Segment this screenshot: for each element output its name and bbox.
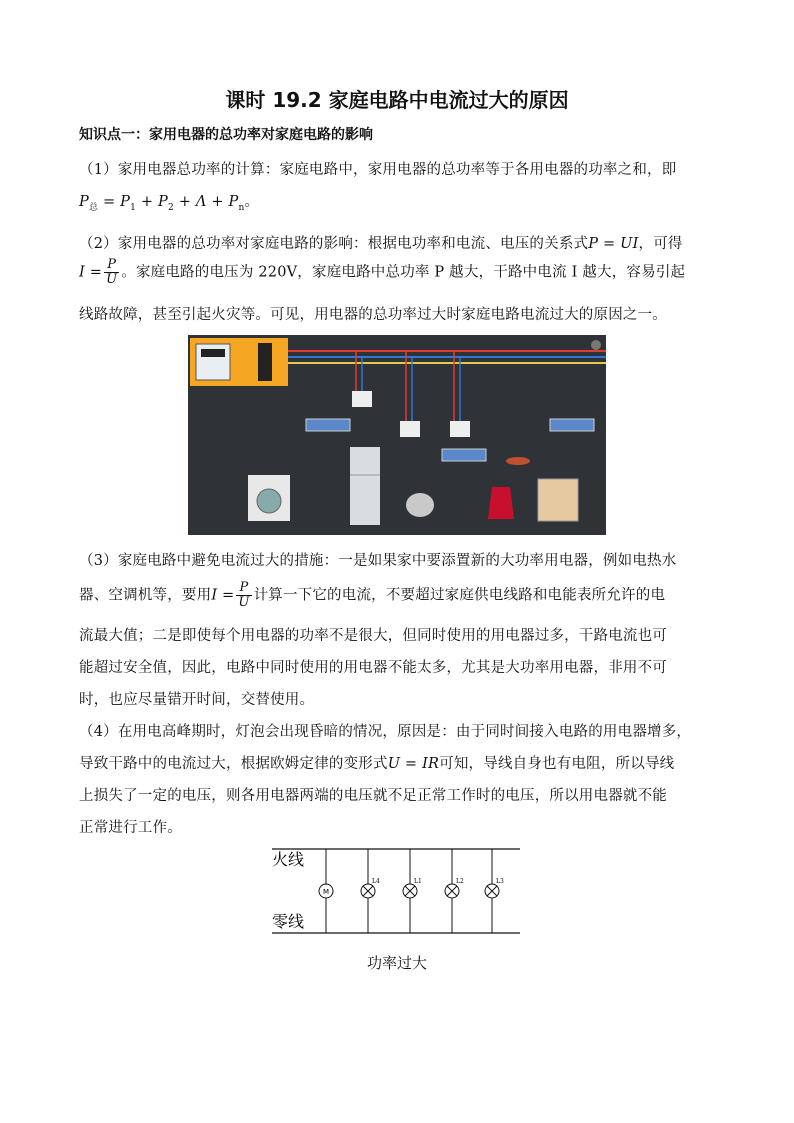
p1-line1: （1）家用电器总功率的计算：家庭电路中，家用电器的总功率等于各用电器的功率之和，即: [79, 162, 677, 178]
rice-cooker-icon: [406, 493, 434, 517]
outlet-icon: [352, 391, 372, 407]
power-strip-icon: [550, 419, 594, 431]
lamp-l2-icon: [445, 849, 464, 933]
neutral-wire-label: 零线: [272, 912, 305, 931]
page-title: 课时 19.2 家庭电路中电流过大的原因: [225, 88, 569, 112]
p3-line1: （3）家庭电路中避免电流过大的措施：一是如果家中要添置新的大功率用电器，例如电热水: [79, 553, 677, 569]
kettle-icon: [488, 487, 514, 519]
p4-line1: （4）在用电高峰期时，灯泡会出现昏暗的情况，原因是：由于同时间接入电路的用电器增多，: [79, 724, 692, 740]
refrigerator-icon: [350, 447, 380, 525]
help-icon: [591, 340, 601, 350]
fraction-p-over-u: $\frac{P}{U}$: [106, 257, 118, 287]
lamp-l4-icon: [361, 849, 380, 933]
p1-formula: $P_总 = P_1 + P_2 + \Lambda + P_n$。: [79, 194, 260, 213]
p2-line3: 线路故障，甚至引起火灾等。可见，用电器的总功率过大时家庭电路电流过大的原因之一。: [79, 307, 667, 323]
svg-text:L4: L4: [372, 878, 380, 885]
live-wire-label: 火线: [272, 850, 305, 869]
overload-circuit-diagram: [268, 843, 524, 939]
p2-line1: （2）家用电器的总功率对家庭电路的影响：根据电功率和电流、电压的关系式P = UI，可得: [79, 236, 683, 252]
p3-line5: 时，也应尽量错开时间，交替使用。: [79, 692, 315, 708]
p4-line3: 上损失了一定的电压，则各用电器两端的电压就不足正常工作时的电压，所以用电器就不能: [79, 788, 667, 804]
figure-caption: 功率过大: [366, 954, 427, 972]
p3-line2: 器、空调机等，要用I = $\frac{P}{U}$ 计算一下它的电流，不要超过家庭供电线路和电能表所允许的电: [79, 580, 666, 610]
svg-text:L2: L2: [456, 878, 464, 885]
lamp-l1-icon: [403, 849, 422, 933]
svg-text:L3: L3: [496, 878, 504, 885]
heater-icon: [538, 479, 578, 521]
p4-line2: 导致干路中的电流过大，根据欧姆定律的变形式U = IR可知，导线自身也有电阻，所以导线: [79, 756, 675, 772]
p3-line4: 能超过安全值，因此，电路中同时使用的用电器不能太多，尤其是大功率用电器，非用不可: [79, 660, 667, 676]
p2-line2: I = $\frac{P}{U}$ 。家庭电路的电压为 220V，家庭电路中总功率 P 越大，干路中电流 I 越大，容易引起: [79, 257, 686, 287]
outlet-icon: [400, 421, 420, 437]
fraction-p-over-u: $\frac{P}{U}$: [238, 580, 250, 610]
power-strip-icon: [442, 449, 486, 461]
svg-text:M: M: [322, 888, 330, 896]
svg-text:L1: L1: [414, 878, 422, 885]
section-heading: 知识点一：家用电器的总功率对家庭电路的影响: [79, 127, 373, 143]
breaker-icon: [258, 343, 272, 381]
lamp-l3-icon: [485, 849, 504, 933]
p4-line4: 正常进行工作。: [79, 820, 182, 836]
power-strip-icon: [306, 419, 350, 431]
household-circuit-illustration: [188, 335, 606, 535]
outlet-icon: [450, 421, 470, 437]
dish-icon: [506, 457, 530, 465]
p3-line3: 流最大值；二是即使每个用电器的功率不是很大，但同时使用的用电器过多，干路电流也可: [79, 628, 667, 644]
